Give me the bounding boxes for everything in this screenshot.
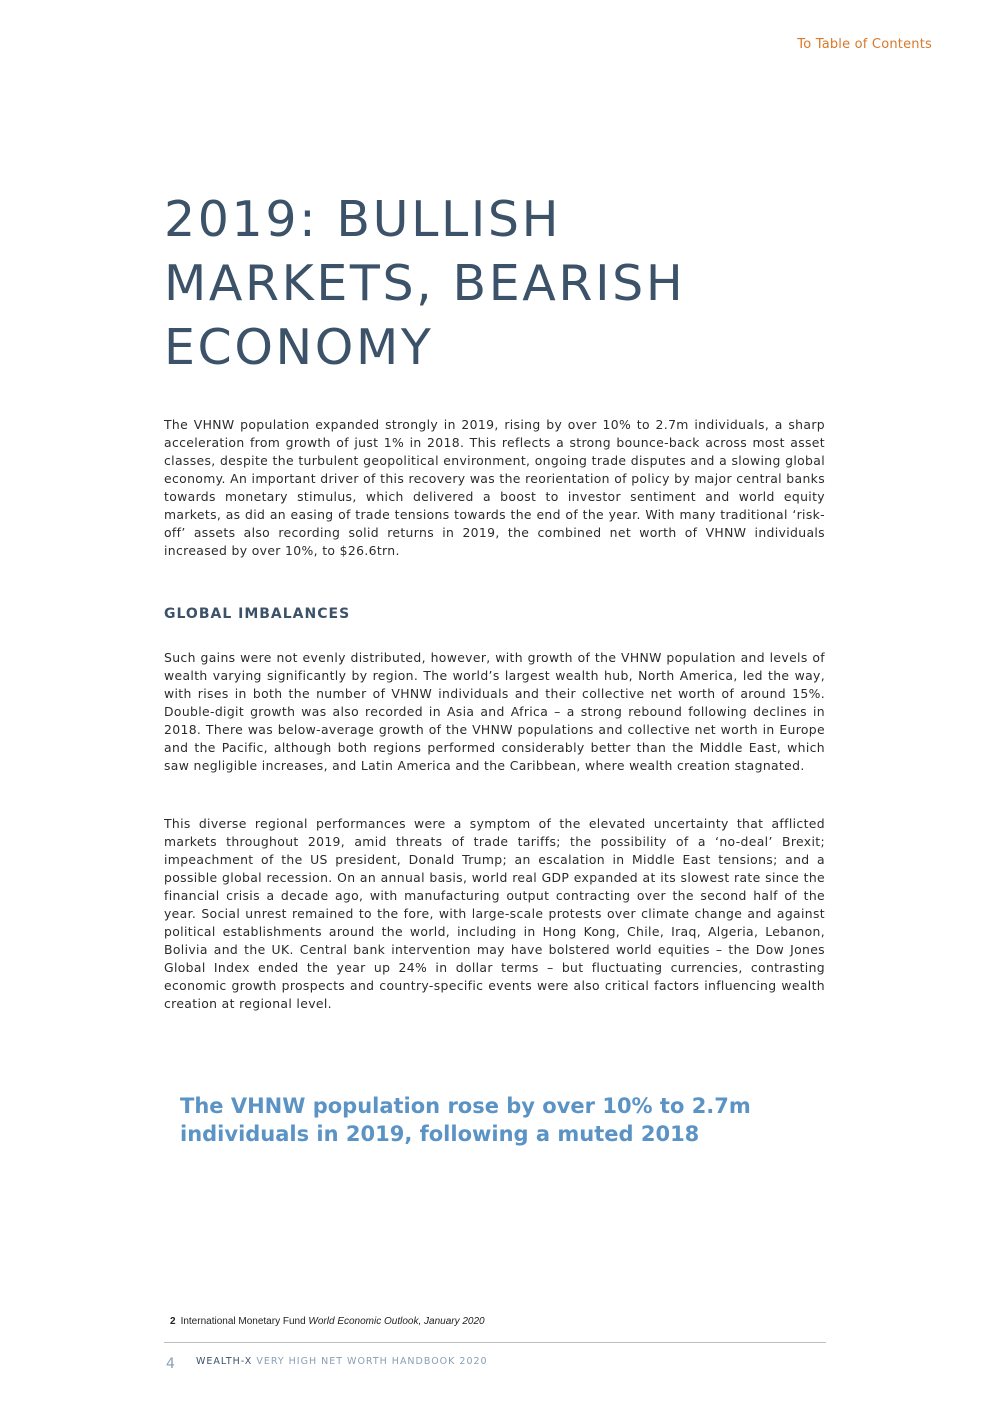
intro-paragraph: The VHNW population expanded strongly in 2019, rising by over 10% to 2.7m individuals, a sharp acceleration from growth of just 1% in 2018. This reflects a strong bounce-back across most asset classes, despite the turbulent geopolitical environment, ongoing trade disputes and a slowing global economy. An important driver of this recovery was the reorientation of policy by major central banks towards monetary stimulus, which delivered a boost to investor sentiment and world equity markets, as did an easing of trade tensions towards the end of the year. With many traditional ‘risk-off’ assets also recording solid returns in 2019, the combined net worth of VHNW individuals increased by over 10%, to $26.6trn. xyxy=(164,417,825,558)
title-line-3: ECONOMY xyxy=(164,319,434,376)
section-heading-global-imbalances: GLOBAL IMBALANCES xyxy=(164,606,351,622)
footer-handbook-title: VERY HIGH NET WORTH HANDBOOK 2020 xyxy=(256,1356,488,1367)
pull-quote: The VHNW population rose by over 10% to 2.7m individuals in 2019, following a muted 2018 xyxy=(180,1094,751,1146)
title-line-1: 2019: BULLISH xyxy=(164,191,562,248)
title-line-2: MARKETS, BEARISH xyxy=(164,255,686,312)
page-number: 4 xyxy=(166,1356,175,1372)
footnote-number: 2 xyxy=(170,1316,176,1327)
footnote-publication: World Economic Outlook, January 2020 xyxy=(308,1316,485,1327)
body-paragraph: This diverse regional performances were a symptom of the elevated uncertainty that afflicted markets throughout 2019, amid threats of trade tariffs; the possibility of a ‘no-deal’ Brexit; impeachment of the US president, Donald Trump; an escalation in Middle East tensions; and a possible global recession. On an annual basis, world real GDP expanded at its slowest rate since the financial crisis a decade ago, with manufacturing output contracting over the second half of the year. Social unrest remained to the fore, with large-scale protests over climate change and against political establishments around the world, including in Hong Kong, Chile, Iraq, Algeria, Lebanon, Bolivia and the UK. Central bank intervention may have bolstered world equities – the Dow Jones Global Index ended the year up 24% in dollar terms – but fluctuating currencies, contrasting economic growth prospects and country-specific events were also critical factors influencing wealth creation at regional level. xyxy=(164,816,825,1011)
footer-title xyxy=(196,1356,488,1367)
footnote-source: International Monetary Fund xyxy=(180,1316,306,1327)
footnote xyxy=(170,1316,485,1327)
body-paragraph: Such gains were not evenly distributed, however, with growth of the VHNW population and levels of wealth varying significantly by region. The world’s largest wealth hub, North America, led the way, with rises in both the number of VHNW individuals and their collective net worth of around 15%. Double-digit growth was also recorded in Asia and Africa – a strong rebound following declines in 2018. There was below-average growth of the VHNW populations and collective net worth in Europe and the Pacific, although both regions performed considerably better than the Middle East, which saw negligible increases, and Latin America and the Caribbean, where wealth creation stagnated. xyxy=(164,650,825,773)
footer-divider xyxy=(164,1342,826,1343)
footer-brand: WEALTH-X xyxy=(196,1356,253,1367)
table-of-contents-link[interactable]: To Table of Contents xyxy=(797,37,932,52)
page-title xyxy=(164,188,844,380)
